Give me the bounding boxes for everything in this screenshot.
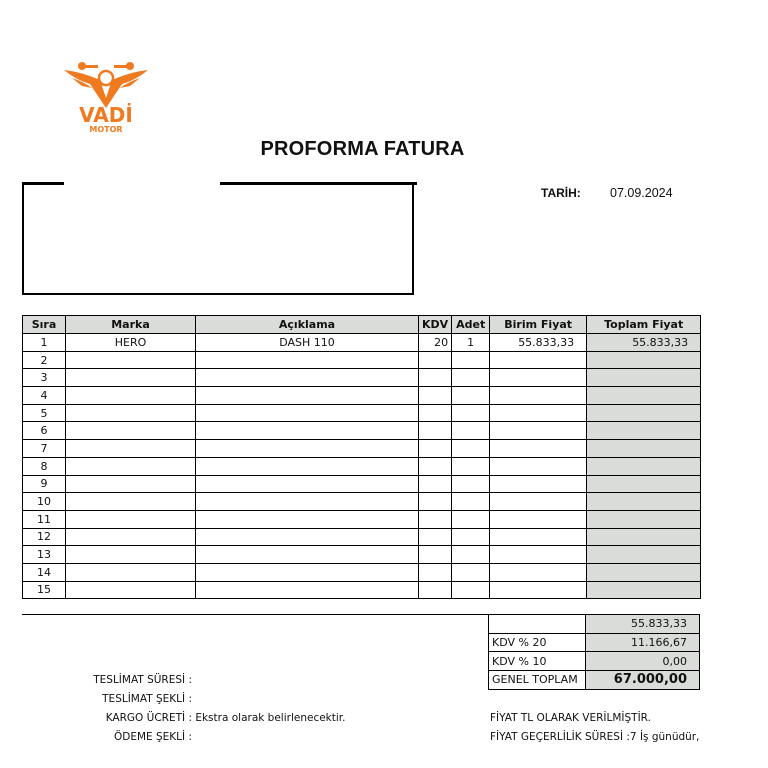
cell-toplam — [587, 387, 701, 405]
cell-adet — [452, 528, 490, 546]
cell-marka — [66, 528, 196, 546]
summary-label — [489, 615, 586, 634]
cell-marka — [66, 581, 196, 599]
condition-label: TESLİMAT SÜRESİ : — [93, 674, 192, 686]
table-row — [23, 528, 701, 546]
page-title: PROFORMA FATURA — [260, 138, 465, 160]
summary-row-kdv20 — [489, 633, 700, 652]
summary-row-kdv10 — [489, 652, 700, 671]
cell-marka — [66, 546, 196, 564]
cell-birim — [490, 351, 587, 369]
cell-adet — [452, 457, 490, 475]
summary-table — [488, 614, 700, 690]
cell-kdv — [419, 387, 452, 405]
table-row — [23, 387, 701, 405]
table-row — [23, 334, 701, 352]
table-row — [23, 581, 701, 599]
header-marka: Marka — [66, 316, 196, 334]
cell-birim — [490, 493, 587, 511]
cell-birim — [490, 440, 587, 458]
cell-kdv — [419, 422, 452, 440]
cell-kdv — [419, 510, 452, 528]
cell-birim: 55.833,33 — [490, 334, 587, 352]
condition-delivery-time — [22, 674, 192, 686]
cell-toplam — [587, 546, 701, 564]
cell-toplam — [587, 422, 701, 440]
cell-kdv — [419, 457, 452, 475]
cell-toplam — [587, 493, 701, 511]
cell-adet — [452, 440, 490, 458]
cell-marka — [66, 475, 196, 493]
table-bottom-line — [22, 614, 488, 615]
table-row — [23, 563, 701, 581]
table-header-row — [23, 316, 701, 334]
cell-sira: 5 — [23, 404, 66, 422]
subtotal-value: 55.833,33 — [586, 615, 700, 634]
header-adet: Adet — [452, 316, 490, 334]
cell-birim — [490, 387, 587, 405]
cell-aciklama: DASH 110 — [196, 334, 419, 352]
header-birim-fiyat: Birim Fiyat — [490, 316, 587, 334]
cell-toplam — [587, 528, 701, 546]
cell-kdv — [419, 546, 452, 564]
condition-shipping-fee — [22, 712, 346, 724]
cell-birim — [490, 369, 587, 387]
cell-sira: 10 — [23, 493, 66, 511]
cell-kdv — [419, 493, 452, 511]
cell-sira: 15 — [23, 581, 66, 599]
cell-marka — [66, 563, 196, 581]
cell-adet — [452, 475, 490, 493]
cell-sira: 9 — [23, 475, 66, 493]
condition-delivery-method — [22, 693, 192, 705]
cell-birim — [490, 475, 587, 493]
kdv20-value: 11.166,67 — [586, 633, 700, 652]
table-row — [23, 493, 701, 511]
cell-kdv — [419, 475, 452, 493]
cell-aciklama — [196, 404, 419, 422]
cell-sira: 3 — [23, 369, 66, 387]
cell-toplam — [587, 440, 701, 458]
cell-kdv — [419, 563, 452, 581]
cell-marka — [66, 422, 196, 440]
cell-marka — [66, 493, 196, 511]
cell-aciklama — [196, 493, 419, 511]
cell-sira: 12 — [23, 528, 66, 546]
cell-adet — [452, 422, 490, 440]
cell-adet — [452, 546, 490, 564]
cell-birim — [490, 510, 587, 528]
customer-box-border — [220, 182, 417, 185]
cell-toplam — [587, 475, 701, 493]
cell-kdv — [419, 404, 452, 422]
cell-kdv — [419, 369, 452, 387]
date-label: TARİH: — [541, 186, 581, 200]
condition-value: Ekstra olarak belirlenecektir. — [195, 712, 346, 724]
cell-toplam — [587, 369, 701, 387]
cell-birim — [490, 528, 587, 546]
cell-birim — [490, 404, 587, 422]
condition-label: ÖDEME ŞEKLİ : — [113, 731, 192, 743]
grand-total-value: 67.000,00 — [586, 671, 700, 690]
cell-toplam — [587, 457, 701, 475]
cell-aciklama — [196, 457, 419, 475]
cell-aciklama — [196, 369, 419, 387]
cell-kdv — [419, 351, 452, 369]
cell-sira: 14 — [23, 563, 66, 581]
cell-marka — [66, 404, 196, 422]
table-row — [23, 440, 701, 458]
cell-toplam — [587, 581, 701, 599]
summary-label: KDV % 20 — [489, 633, 586, 652]
vadi-motor-logo — [62, 58, 150, 134]
cell-aciklama — [196, 422, 419, 440]
cell-sira: 6 — [23, 422, 66, 440]
cell-aciklama — [196, 581, 419, 599]
cell-toplam — [587, 404, 701, 422]
customer-box-border — [22, 182, 64, 185]
cell-aciklama — [196, 528, 419, 546]
cell-birim — [490, 563, 587, 581]
cell-toplam — [587, 563, 701, 581]
summary-row-total — [489, 671, 700, 690]
svg-text:VADİ: VADİ — [79, 103, 133, 127]
cell-marka: HERO — [66, 334, 196, 352]
kdv10-value: 0,00 — [586, 652, 700, 671]
cell-adet — [452, 369, 490, 387]
cell-sira: 4 — [23, 387, 66, 405]
table-row — [23, 475, 701, 493]
header-aciklama: Açıklama — [196, 316, 419, 334]
cell-aciklama — [196, 563, 419, 581]
cell-marka — [66, 387, 196, 405]
cell-aciklama — [196, 440, 419, 458]
cell-aciklama — [196, 387, 419, 405]
cell-toplam: 55.833,33 — [587, 334, 701, 352]
date-value: 07.09.2024 — [610, 186, 673, 200]
summary-label: KDV % 10 — [489, 652, 586, 671]
summary-row-subtotal — [489, 615, 700, 634]
cell-adet — [452, 510, 490, 528]
customer-info-box — [22, 182, 414, 295]
table-row — [23, 351, 701, 369]
table-row — [23, 404, 701, 422]
cell-adet — [452, 581, 490, 599]
header-toplam-fiyat: Toplam Fiyat — [587, 316, 701, 334]
cell-sira: 11 — [23, 510, 66, 528]
condition-payment-method — [22, 731, 192, 743]
cell-toplam — [587, 510, 701, 528]
cell-toplam — [587, 351, 701, 369]
note-currency: FİYAT TL OLARAK VERİLMİŞTİR. — [490, 712, 651, 724]
cell-sira: 8 — [23, 457, 66, 475]
cell-adet — [452, 351, 490, 369]
cell-marka — [66, 440, 196, 458]
svg-text:MOTOR: MOTOR — [89, 125, 123, 134]
cell-kdv: 20 — [419, 334, 452, 352]
cell-kdv — [419, 440, 452, 458]
cell-aciklama — [196, 475, 419, 493]
cell-adet — [452, 404, 490, 422]
cell-birim — [490, 581, 587, 599]
summary-label: GENEL TOPLAM — [489, 671, 586, 690]
cell-adet: 1 — [452, 334, 490, 352]
table-row — [23, 422, 701, 440]
cell-sira: 2 — [23, 351, 66, 369]
table-row — [23, 510, 701, 528]
cell-adet — [452, 563, 490, 581]
cell-birim — [490, 546, 587, 564]
cell-aciklama — [196, 546, 419, 564]
winged-motorcycle-logo-icon — [62, 58, 150, 134]
cell-adet — [452, 387, 490, 405]
table-row — [23, 546, 701, 564]
note-validity: FİYAT GEÇERLİLİK SÜRESİ :7 İş günüdür, — [490, 731, 700, 743]
cell-sira: 1 — [23, 334, 66, 352]
cell-kdv — [419, 581, 452, 599]
cell-marka — [66, 457, 196, 475]
table-row — [23, 369, 701, 387]
cell-marka — [66, 351, 196, 369]
table-row — [23, 457, 701, 475]
cell-birim — [490, 457, 587, 475]
cell-kdv — [419, 528, 452, 546]
header-kdv: KDV — [419, 316, 452, 334]
condition-label: TESLİMAT ŞEKLİ : — [102, 693, 192, 705]
cell-marka — [66, 369, 196, 387]
cell-sira: 7 — [23, 440, 66, 458]
header-sira: Sıra — [23, 316, 66, 334]
cell-marka — [66, 510, 196, 528]
cell-adet — [452, 493, 490, 511]
items-table — [22, 315, 701, 599]
condition-label: KARGO ÜCRETİ : — [105, 712, 192, 724]
cell-birim — [490, 422, 587, 440]
cell-aciklama — [196, 351, 419, 369]
cell-aciklama — [196, 510, 419, 528]
cell-sira: 13 — [23, 546, 66, 564]
